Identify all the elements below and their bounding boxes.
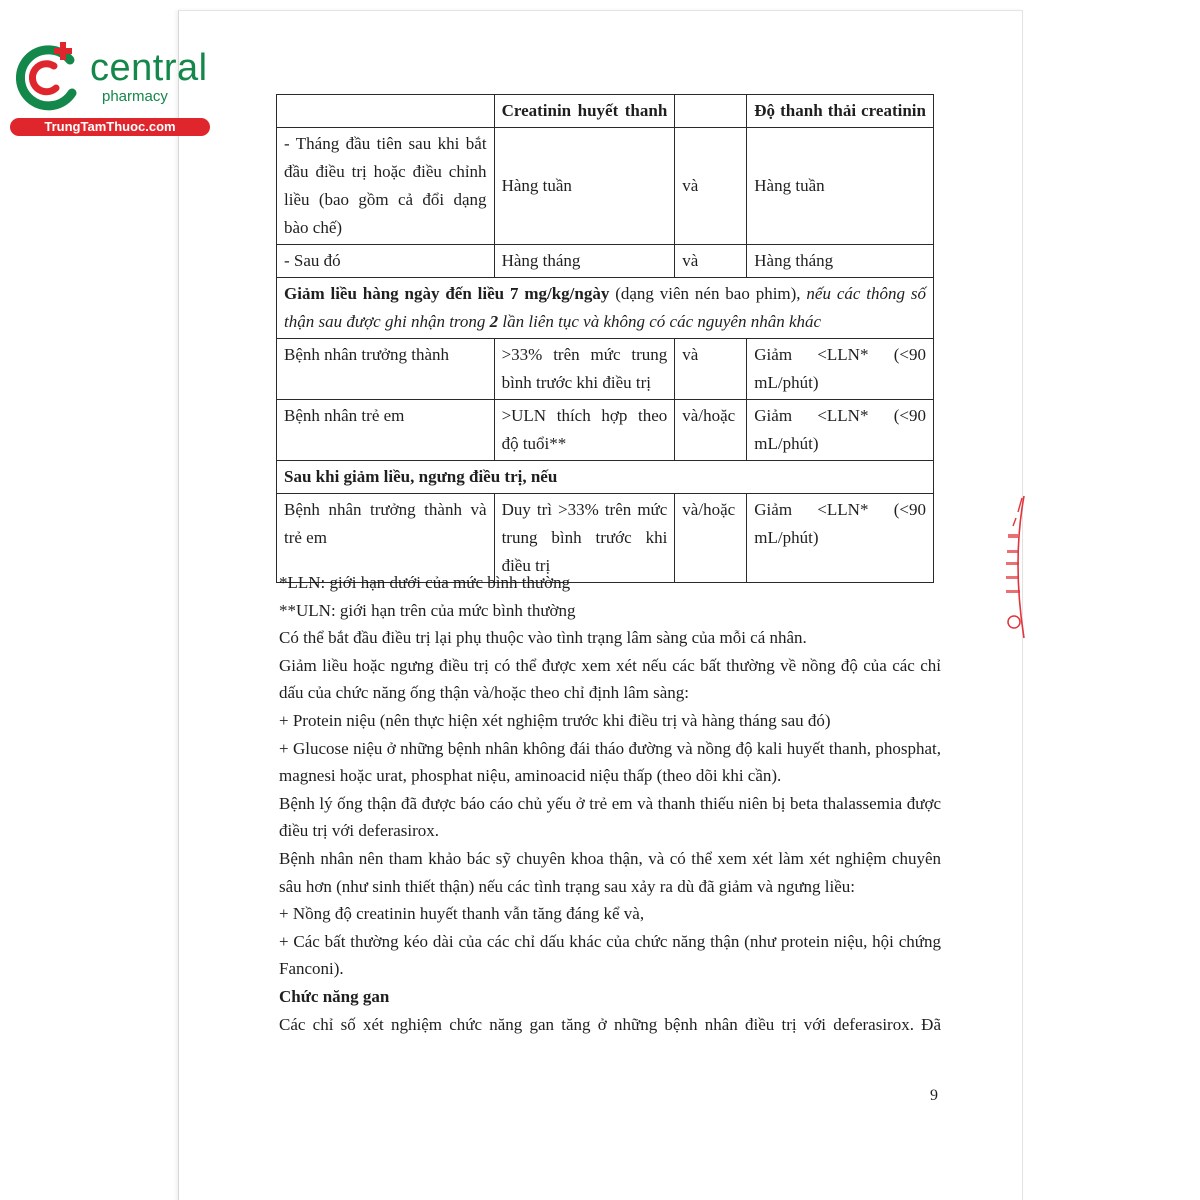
table-cell: và [675, 339, 747, 400]
table-header-creatinine-clearance: Độ thanh thải creatinin [747, 95, 934, 128]
logo-wordmark: central [90, 47, 208, 89]
paragraph: Giảm liều hoặc ngưng điều trị có thể được xem xét nếu các bất thường về nồng độ của các chỉ dấu của chức năng ống thận và/hoặc theo chỉ định lâm sàng: [279, 655, 941, 703]
partial-stamp-mark [1002, 492, 1026, 642]
table-cell: Hàng tháng [494, 245, 675, 278]
left-margin [0, 0, 178, 1200]
paragraph: + Nồng độ creatinin huyết thanh vẫn tăng đáng kể và, [279, 904, 645, 924]
table-cell: Hàng tuần [747, 128, 934, 245]
table-header-serum-creatinine: Creatinin huyết thanh [494, 95, 675, 128]
section-normal-text: (dạng viên nén bao phim), [609, 284, 807, 303]
table-row-label: Bệnh nhân trưởng thành và trẻ em [277, 494, 495, 583]
logo-subtitle: pharmacy [102, 88, 168, 105]
paragraph: Các chỉ số xét nghiệm chức năng gan tăng ở những bệnh nhân điều trị với deferasirox. Đã [279, 1014, 941, 1034]
table-cell: Giảm <LLN* (<90 mL/phút) [747, 339, 934, 400]
paragraph: + Protein niệu (nên thực hiện xét nghiệm trước khi điều trị và hàng tháng sau đó) [279, 710, 831, 730]
table-cell: Giảm <LLN* (<90 mL/phút) [747, 400, 934, 461]
paragraph: + Các bất thường kéo dài của các chỉ dấu khác của chức năng thận (như protein niệu, hội chứng Fanconi). [279, 931, 941, 979]
stamp-icon [1002, 492, 1028, 642]
table-cell: và [675, 245, 747, 278]
section-italic-text-2: lần liên tục và không có các nguyên nhân khác [498, 312, 822, 331]
table-cell [675, 95, 747, 128]
table-row-label: - Tháng đầu tiên sau khi bắt đầu điều trị hoặc điều chỉnh liều (bao gồm cả đổi dạng bào chế) [277, 128, 495, 245]
table-cell: và/hoặc [675, 494, 747, 583]
renal-monitoring-table [276, 94, 934, 583]
table-row-label: - Sau đó [277, 245, 495, 278]
table-cell: và [675, 128, 747, 245]
table-cell [277, 95, 495, 128]
footnote-uln: **ULN: giới hạn trên của mức bình thường [279, 600, 576, 620]
section-bold-text: Giảm liều hàng ngày đến liều 7 mg/kg/ngày [284, 284, 610, 303]
paragraph: Có thể bắt đầu điều trị lại phụ thuộc vào tình trạng lâm sàng của mỗi cá nhân. [279, 628, 807, 648]
paragraph: + Glucose niệu ở những bệnh nhân không đái tháo đường và nồng độ kali huyết thanh, phosphat, magnesi hoặc urat, phosphat niệu, aminoacid niệu thấp (theo dõi khi cần). [279, 738, 941, 786]
table-cell: Hàng tuần [494, 128, 675, 245]
document-body [279, 569, 941, 1038]
table-row-label: Bệnh nhân trưởng thành [277, 339, 495, 400]
table-row [277, 245, 934, 278]
section-heading-liver-function: Chức năng gan [279, 986, 390, 1006]
table-cell: Hàng tháng [747, 245, 934, 278]
table-row [277, 339, 934, 400]
paragraph: Bệnh lý ống thận đã được báo cáo chủ yếu ở trẻ em và thanh thiếu niên bị beta thalassemia được điều trị với deferasirox. [279, 793, 941, 841]
table-cell: >33% trên mức trung bình trước khi điều trị [494, 339, 675, 400]
table-row [277, 400, 934, 461]
table-row-label: Bệnh nhân trẻ em [277, 400, 495, 461]
section-bold-italic-text: 2 [489, 312, 499, 331]
table-section-row [277, 278, 934, 339]
section-italic-text: nếu các thông số thận sau được ghi nhận trong [284, 284, 926, 331]
logo-site-url[interactable]: TrungTamThuoc.com [10, 118, 210, 136]
footnote-lln: *LLN: giới hạn dưới của mức bình thường [279, 573, 571, 592]
table-row [277, 128, 934, 245]
table-cell: Giảm <LLN* (<90 mL/phút) [747, 494, 934, 583]
table-section-after-reduction: Sau khi giảm liều, ngưng điều trị, nếu [277, 461, 934, 494]
paragraph: Bệnh nhân nên tham khảo bác sỹ chuyên khoa thận, và có thể xem xét làm xét nghiệm chuyên sâu hơn (như sinh thiết thận) nếu các tình trạng sau xảy ra dù đã giảm và ngưng liều: [279, 848, 941, 896]
logo-mark-icon [10, 38, 90, 118]
table-header-row [277, 95, 934, 128]
page-number: 9 [930, 1087, 938, 1104]
table-cell: >ULN thích hợp theo độ tuổi** [494, 400, 675, 461]
table-cell: Duy trì >33% trên mức trung bình trước khi điều trị [494, 494, 675, 583]
table-section-row [277, 461, 934, 494]
central-pharmacy-logo[interactable] [10, 38, 215, 138]
table-cell: và/hoặc [675, 400, 747, 461]
table-section-dose-reduction [277, 278, 934, 339]
